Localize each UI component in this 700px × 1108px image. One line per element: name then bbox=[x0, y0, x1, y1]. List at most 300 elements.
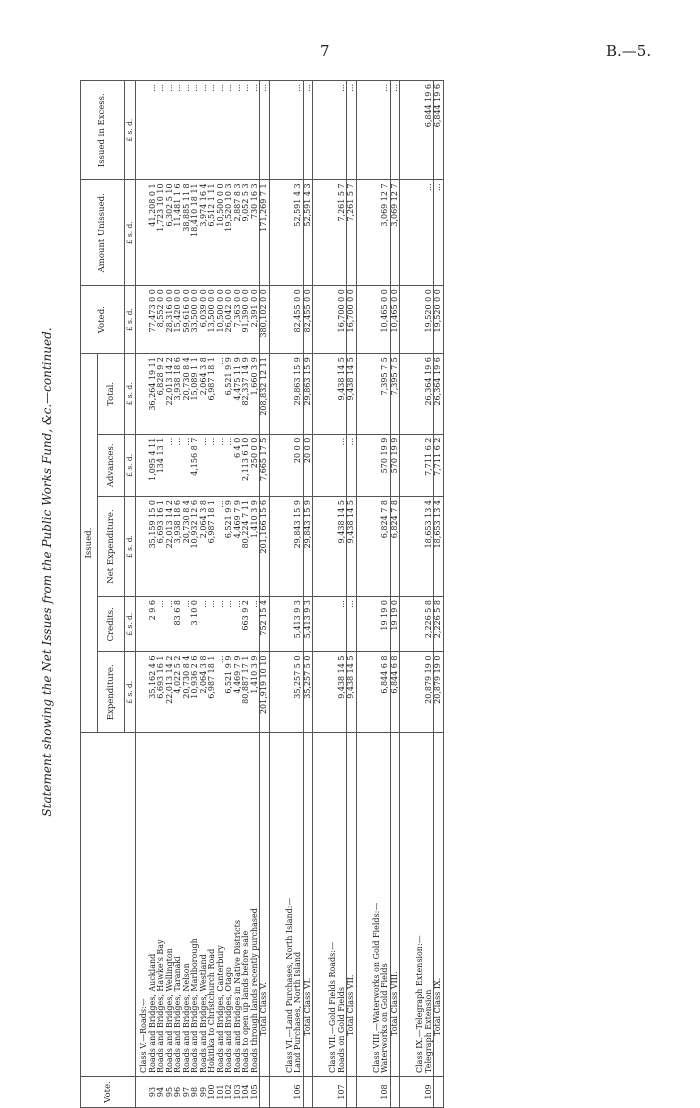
amount-total: 9,438 14 5 bbox=[338, 354, 347, 435]
amount-unissued: 11,481 1 6 bbox=[174, 180, 183, 286]
empty-cell bbox=[325, 180, 338, 286]
amount-unissued: 6,512 1 11 bbox=[208, 180, 217, 286]
total-cred: 5,413 9 3 bbox=[303, 597, 313, 652]
separator-cell bbox=[313, 733, 326, 1077]
row-description: Roads through lands recently purchased bbox=[251, 733, 260, 1077]
amount-cred: 3 10 0 bbox=[191, 597, 200, 652]
empty-cell bbox=[325, 597, 338, 652]
unit-label: £ s. d. bbox=[125, 354, 136, 435]
amount-unissued: 3,069 12 7 bbox=[381, 180, 390, 286]
amount-voted: 91,390 0 0 bbox=[242, 286, 251, 354]
amount-exp: 1,410 3 9 bbox=[251, 652, 260, 733]
vote-cell bbox=[390, 1077, 400, 1108]
separator-cell bbox=[400, 180, 413, 286]
empty-cell bbox=[412, 597, 425, 652]
separator-cell bbox=[356, 597, 369, 652]
amount-cred: ... bbox=[200, 597, 209, 652]
amount-adv: 570 19 9 bbox=[381, 434, 390, 496]
total-label: Total Class VIII. bbox=[390, 733, 400, 1077]
separator-cell bbox=[400, 597, 413, 652]
amount-net: 35,159 15 0 bbox=[149, 497, 158, 597]
amount-exp: 6,844 6 8 bbox=[381, 652, 390, 733]
total-excess: ... bbox=[347, 81, 357, 180]
amount-exp: 4,022 5 2 bbox=[174, 652, 183, 733]
amount-net: 29,843 15 9 bbox=[294, 497, 303, 597]
separator-cell bbox=[356, 497, 369, 597]
separator-cell bbox=[269, 497, 282, 597]
row-description: Telegraph Extension bbox=[425, 733, 434, 1077]
total-excess: ... bbox=[390, 81, 400, 180]
total-exp: 9,438 14 5 bbox=[347, 652, 357, 733]
amount-adv: 2,113 6 10 bbox=[242, 434, 251, 496]
amount-voted: 2,391 0 0 bbox=[251, 286, 260, 354]
row-description: Roads and Bridges, Otago bbox=[225, 733, 234, 1077]
vote-number: 96 bbox=[174, 1077, 183, 1108]
table-row bbox=[381, 81, 390, 1108]
vote-number: 104 bbox=[242, 1077, 251, 1108]
empty-cell bbox=[412, 434, 425, 496]
section-separator bbox=[356, 81, 369, 1108]
vote-cell bbox=[260, 1077, 270, 1108]
amount-voted: 16,700 0 0 bbox=[338, 286, 347, 354]
total-total: 29,863 15 9 bbox=[303, 354, 313, 435]
col-net-expenditure: Net Expenditure. bbox=[98, 497, 125, 597]
vote-cell bbox=[325, 1077, 338, 1108]
unit-label: £ s. d. bbox=[125, 652, 136, 733]
amount-adv: ... bbox=[200, 434, 209, 496]
class-viii-heading: Class VIII.—Waterworks on Gold Fields:— bbox=[369, 733, 382, 1077]
amount-excess: ... bbox=[157, 81, 166, 180]
separator-cell bbox=[269, 597, 282, 652]
amount-exp: 6,987 18 1 bbox=[208, 652, 217, 733]
separator-cell bbox=[313, 180, 326, 286]
row-description: Roads and Bridges, Nelson bbox=[183, 733, 192, 1077]
amount-net: 9,438 14 5 bbox=[338, 497, 347, 597]
amount-exp: 9,438 14 5 bbox=[338, 652, 347, 733]
amount-voted: 10,500 0 0 bbox=[217, 286, 226, 354]
amount-exp: 20,730 8 4 bbox=[183, 652, 192, 733]
unit-label: £ s. d. bbox=[125, 597, 136, 652]
amount-adv: 6 4 0 bbox=[234, 434, 243, 496]
amount-net: ... bbox=[217, 497, 226, 597]
amount-unissued: 3,974 16 4 bbox=[200, 180, 209, 286]
separator-cell bbox=[356, 1077, 369, 1108]
amount-adv: ... bbox=[217, 434, 226, 496]
total-excess: 6,844 19 6 bbox=[434, 81, 444, 180]
amount-net: 6,987 18 1 bbox=[208, 497, 217, 597]
row-description: Roads on Gold Fields bbox=[338, 733, 347, 1077]
amount-net: 3,938 18 6 bbox=[174, 497, 183, 597]
amount-total: 6,987 18 1 bbox=[208, 354, 217, 435]
empty-cell bbox=[136, 434, 149, 496]
col-description bbox=[81, 733, 136, 1077]
amount-total: 82,337 14 9 bbox=[242, 354, 251, 435]
page-number: 7 bbox=[320, 42, 330, 60]
amount-voted: 28,316 0 0 bbox=[166, 286, 175, 354]
table-row bbox=[217, 81, 226, 1108]
separator-cell bbox=[269, 652, 282, 733]
amount-total: 6,828 9 2 bbox=[157, 354, 166, 435]
vote-number: 99 bbox=[200, 1077, 209, 1108]
separator-cell bbox=[313, 652, 326, 733]
empty-cell bbox=[412, 652, 425, 733]
document-reference: B.—5. bbox=[606, 42, 652, 60]
separator-cell bbox=[313, 434, 326, 496]
total-row bbox=[390, 81, 400, 1108]
separator-cell bbox=[356, 286, 369, 354]
amount-adv: ... bbox=[183, 434, 192, 496]
total-cred: 19 19 0 bbox=[390, 597, 400, 652]
amount-exp: 35,257 5 0 bbox=[294, 652, 303, 733]
amount-total: 6,521 9 9 bbox=[225, 354, 234, 435]
unit-label: £ s. d. bbox=[125, 497, 136, 597]
amount-net: 10,932 12 6 bbox=[191, 497, 200, 597]
amount-excess: ... bbox=[191, 81, 200, 180]
row-description: Roads and Bridges, Auckland bbox=[149, 733, 158, 1077]
row-description: Roads to open up lands before sale bbox=[242, 733, 251, 1077]
separator-cell bbox=[400, 1077, 413, 1108]
class-vii-heading: Class VII.—Gold Fields Roads:— bbox=[325, 733, 338, 1077]
class-heading-row bbox=[412, 81, 425, 1108]
total-excess: ... bbox=[260, 81, 270, 180]
amount-cred: 5,413 9 3 bbox=[294, 597, 303, 652]
amount-cred: ... bbox=[338, 597, 347, 652]
separator-cell bbox=[356, 733, 369, 1077]
amount-unissued: 19,520 10 3 bbox=[225, 180, 234, 286]
separator-cell bbox=[269, 354, 282, 435]
empty-cell bbox=[412, 286, 425, 354]
separator-cell bbox=[313, 1077, 326, 1108]
total-cred: 752 15 4 bbox=[260, 597, 270, 652]
total-label: Total Class VI. bbox=[303, 733, 313, 1077]
separator-cell bbox=[313, 354, 326, 435]
amount-cred: ... bbox=[208, 597, 217, 652]
amount-cred: ... bbox=[251, 597, 260, 652]
amount-total: 36,264 19 11 bbox=[149, 354, 158, 435]
total-label: Total Class IX. bbox=[434, 733, 444, 1077]
separator-cell bbox=[356, 434, 369, 496]
total-exp: 35,257 5 0 bbox=[303, 652, 313, 733]
amount-adv: ... bbox=[166, 434, 175, 496]
amount-excess: ... bbox=[217, 81, 226, 180]
statement-title: Statement showing the Net Issues from the Public Works Fund, &c.—continued. bbox=[40, 327, 54, 817]
total-label: Total Class VII. bbox=[347, 733, 357, 1077]
empty-cell bbox=[136, 597, 149, 652]
total-net: 18,653 13 4 bbox=[434, 497, 444, 597]
amount-unissued: 10,500 0 0 bbox=[217, 180, 226, 286]
amount-excess: ... bbox=[242, 81, 251, 180]
vote-cell bbox=[412, 1077, 425, 1108]
amount-unissued: ... bbox=[425, 180, 434, 286]
separator-cell bbox=[313, 597, 326, 652]
separator-cell bbox=[400, 497, 413, 597]
total-exp: 20,879 19 0 bbox=[434, 652, 444, 733]
vote-number: 95 bbox=[166, 1077, 175, 1108]
amount-net: 80,224 7 11 bbox=[242, 497, 251, 597]
total-row bbox=[347, 81, 357, 1108]
vote-number: 109 bbox=[425, 1077, 434, 1108]
amount-excess: ... bbox=[234, 81, 243, 180]
amount-excess: ... bbox=[294, 81, 303, 180]
amount-net: 4,469 7 9 bbox=[234, 497, 243, 597]
table-row bbox=[338, 81, 347, 1108]
empty-cell bbox=[136, 497, 149, 597]
vote-number: 94 bbox=[157, 1077, 166, 1108]
amount-cred: 2 9 6 bbox=[149, 597, 158, 652]
total-adv: ... bbox=[347, 434, 357, 496]
empty-cell bbox=[136, 81, 149, 180]
table-row bbox=[166, 81, 175, 1108]
amount-net: 6,693 16 1 bbox=[157, 497, 166, 597]
amount-cred: ... bbox=[234, 597, 243, 652]
total-adv: 7,665 17 5 bbox=[260, 434, 270, 496]
total-exp: 201,919 10 10 bbox=[260, 652, 270, 733]
empty-cell bbox=[136, 180, 149, 286]
amount-exp: 6,693 16 1 bbox=[157, 652, 166, 733]
total-adv: 7,711 6 2 bbox=[434, 434, 444, 496]
row-description: Roads and Bridges, Westland bbox=[200, 733, 209, 1077]
amount-total: 7,395 7 5 bbox=[381, 354, 390, 435]
row-description: Waterworks on Gold Fields bbox=[381, 733, 390, 1077]
amount-total: 3,938 18 6 bbox=[174, 354, 183, 435]
vote-number: 101 bbox=[217, 1077, 226, 1108]
amount-excess: ... bbox=[208, 81, 217, 180]
total-net: 9,438 14 5 bbox=[347, 497, 357, 597]
separator-cell bbox=[400, 354, 413, 435]
total-unissued: 171,269 7 1 bbox=[260, 180, 270, 286]
vote-number: 102 bbox=[225, 1077, 234, 1108]
amount-total: 20,730 8 4 bbox=[183, 354, 192, 435]
separator-cell bbox=[356, 180, 369, 286]
class-ix-heading: Class IX.—Telegraph Extension:— bbox=[412, 733, 425, 1077]
amount-unissued: 730 16 3 bbox=[251, 180, 260, 286]
total-total: 26,364 19 6 bbox=[434, 354, 444, 435]
empty-cell bbox=[325, 81, 338, 180]
amount-excess: ... bbox=[381, 81, 390, 180]
issues-table-frame bbox=[80, 80, 640, 1108]
amount-cred: 83 6 8 bbox=[174, 597, 183, 652]
empty-cell bbox=[136, 652, 149, 733]
amount-cred: ... bbox=[225, 597, 234, 652]
row-description: Roads and Bridges, Hawke's Bay bbox=[157, 733, 166, 1077]
row-description: Roads and Bridges in Native Districts bbox=[234, 733, 243, 1077]
amount-exp: ... bbox=[217, 652, 226, 733]
amount-unissued: 6,302 5 10 bbox=[166, 180, 175, 286]
amount-unissued: 2,887 8 3 bbox=[234, 180, 243, 286]
amount-voted: 59,616 0 0 bbox=[183, 286, 192, 354]
empty-cell bbox=[136, 286, 149, 354]
unit-label: £ s. d. bbox=[125, 81, 136, 180]
class-vi-heading: Class VI.—Land Purchases, North Island:— bbox=[282, 733, 295, 1077]
amount-adv: 7,711 6 2 bbox=[425, 434, 434, 496]
amount-exp: 4,469 7 9 bbox=[234, 652, 243, 733]
total-adv: 20 0 0 bbox=[303, 434, 313, 496]
amount-adv: 4,156 8 7 bbox=[191, 434, 200, 496]
amount-adv: ... bbox=[208, 434, 217, 496]
total-voted: 19,520 0 0 bbox=[434, 286, 444, 354]
total-net: 201,166 15 6 bbox=[260, 497, 270, 597]
amount-exp: 10,936 2 6 bbox=[191, 652, 200, 733]
empty-cell bbox=[412, 81, 425, 180]
total-voted: 82,455 0 0 bbox=[303, 286, 313, 354]
total-row bbox=[303, 81, 313, 1108]
col-issued-in-excess: Issued in Excess. bbox=[81, 81, 125, 180]
vote-number: 107 bbox=[338, 1077, 347, 1108]
amount-voted: 26,042 0 0 bbox=[225, 286, 234, 354]
amount-cred: ... bbox=[157, 597, 166, 652]
amount-exp: 22,013 14 2 bbox=[166, 652, 175, 733]
vote-cell bbox=[347, 1077, 357, 1108]
section-separator bbox=[269, 81, 282, 1108]
unit-label: £ s. d. bbox=[125, 286, 136, 354]
separator-cell bbox=[313, 286, 326, 354]
section-separator bbox=[313, 81, 326, 1108]
separator-cell bbox=[269, 434, 282, 496]
vote-number: 105 bbox=[251, 1077, 260, 1108]
amount-cred: ... bbox=[183, 597, 192, 652]
amount-exp: 20,879 19 0 bbox=[425, 652, 434, 733]
class-heading-row bbox=[369, 81, 382, 1108]
issues-table bbox=[80, 80, 444, 1108]
total-cred: ... bbox=[347, 597, 357, 652]
amount-cred: ... bbox=[166, 597, 175, 652]
separator-cell bbox=[269, 1077, 282, 1108]
class-v-heading: Class V.—Roads:— bbox=[136, 733, 149, 1077]
amount-net: 18,653 13 4 bbox=[425, 497, 434, 597]
separator-cell bbox=[269, 180, 282, 286]
total-adv: 570 19 9 bbox=[390, 434, 400, 496]
amount-unissued: 9,052 5 3 bbox=[242, 180, 251, 286]
section-separator bbox=[400, 81, 413, 1108]
empty-cell bbox=[412, 497, 425, 597]
empty-cell bbox=[325, 286, 338, 354]
amount-total: 15,089 1 1 bbox=[191, 354, 200, 435]
amount-net: 6,824 7 8 bbox=[381, 497, 390, 597]
row-description: Land Purchases, North Island bbox=[294, 733, 303, 1077]
total-excess: ... bbox=[303, 81, 313, 180]
row-description: Roads and Bridges, Marlborough bbox=[191, 733, 200, 1077]
col-voted: Voted. bbox=[81, 286, 125, 354]
vote-number: 100 bbox=[208, 1077, 217, 1108]
amount-total: 1,660 3 9 bbox=[251, 354, 260, 435]
amount-unissued: 52,591 4 3 bbox=[294, 180, 303, 286]
amount-total: 29,863 15 9 bbox=[294, 354, 303, 435]
class-heading-row bbox=[136, 81, 149, 1108]
total-net: 29,843 15 9 bbox=[303, 497, 313, 597]
row-description: Roads and Bridges, Wellington bbox=[166, 733, 175, 1077]
table-body bbox=[136, 81, 444, 1108]
col-expenditure: Expenditure. bbox=[98, 652, 125, 733]
amount-cred: 19 19 0 bbox=[381, 597, 390, 652]
vote-number: 108 bbox=[381, 1077, 390, 1108]
amount-adv: 134 13 1 bbox=[157, 434, 166, 496]
vote-number: 106 bbox=[294, 1077, 303, 1108]
amount-total: 2,064 3 8 bbox=[200, 354, 209, 435]
amount-excess: ... bbox=[149, 81, 158, 180]
amount-voted: 13,500 0 0 bbox=[208, 286, 217, 354]
amount-voted: 77,473 0 0 bbox=[149, 286, 158, 354]
total-label: Total Class V. bbox=[260, 733, 270, 1077]
unit-label: £ s. d. bbox=[125, 180, 136, 286]
empty-cell bbox=[369, 81, 382, 180]
amount-adv: 250 0 0 bbox=[251, 434, 260, 496]
total-voted: 16,700 0 0 bbox=[347, 286, 357, 354]
empty-cell bbox=[325, 652, 338, 733]
empty-cell bbox=[136, 354, 149, 435]
amount-voted: 82,455 0 0 bbox=[294, 286, 303, 354]
total-unissued: ... bbox=[434, 180, 444, 286]
amount-adv: 20 0 0 bbox=[294, 434, 303, 496]
amount-voted: 33,500 0 0 bbox=[191, 286, 200, 354]
amount-voted: 8,552 0 0 bbox=[157, 286, 166, 354]
separator-cell bbox=[269, 81, 282, 180]
unit-label: £ s. d. bbox=[125, 434, 136, 496]
amount-net: 20,730 8 4 bbox=[183, 497, 192, 597]
separator-cell bbox=[313, 497, 326, 597]
amount-exp: 2,064 3 8 bbox=[200, 652, 209, 733]
amount-cred: ... bbox=[217, 597, 226, 652]
amount-unissued: 1,723 10 10 bbox=[157, 180, 166, 286]
total-total: 9,438 14 5 bbox=[347, 354, 357, 435]
total-voted: 10,465 0 0 bbox=[390, 286, 400, 354]
total-row bbox=[260, 81, 270, 1108]
amount-unissued: 18,410 18 11 bbox=[191, 180, 200, 286]
amount-excess: ... bbox=[338, 81, 347, 180]
amount-total: 26,364 19 6 bbox=[425, 354, 434, 435]
amount-exp: 6,521 9 9 bbox=[225, 652, 234, 733]
total-unissued: 7,261 5 7 bbox=[347, 180, 357, 286]
amount-total: 4,475 11 9 bbox=[234, 354, 243, 435]
vote-cell bbox=[136, 1077, 149, 1108]
amount-excess: ... bbox=[174, 81, 183, 180]
amount-cred: 2,226 5 8 bbox=[425, 597, 434, 652]
separator-cell bbox=[356, 354, 369, 435]
amount-excess: 6,844 19 6 bbox=[425, 81, 434, 180]
empty-cell bbox=[412, 354, 425, 435]
total-cred: 2,226 5 8 bbox=[434, 597, 444, 652]
separator-cell bbox=[400, 286, 413, 354]
amount-net: 6,521 9 9 bbox=[225, 497, 234, 597]
amount-excess: ... bbox=[183, 81, 192, 180]
total-net: 6,824 7 8 bbox=[390, 497, 400, 597]
amount-net: 1,410 3 9 bbox=[251, 497, 260, 597]
col-credits: Credits. bbox=[98, 597, 125, 652]
row-description: Roads and Bridges, Canterbury bbox=[217, 733, 226, 1077]
empty-cell bbox=[282, 81, 295, 180]
amount-voted: 15,420 0 0 bbox=[174, 286, 183, 354]
amount-excess: ... bbox=[200, 81, 209, 180]
empty-cell bbox=[325, 497, 338, 597]
amount-unissued: 38,885 11 8 bbox=[183, 180, 192, 286]
separator-cell bbox=[400, 434, 413, 496]
row-description: Roads and Bridges, Taranaki bbox=[174, 733, 183, 1077]
amount-adv: ... bbox=[174, 434, 183, 496]
table-row bbox=[425, 81, 434, 1108]
col-advances: Advances. bbox=[98, 434, 125, 496]
table-row bbox=[294, 81, 303, 1108]
vote-number: 97 bbox=[183, 1077, 192, 1108]
amount-unissued: 41,208 0 1 bbox=[149, 180, 158, 286]
col-issued: Issued. bbox=[81, 354, 98, 733]
amount-voted: 10,465 0 0 bbox=[381, 286, 390, 354]
amount-net: 2,064 3 8 bbox=[200, 497, 209, 597]
separator-cell bbox=[269, 286, 282, 354]
amount-exp: 80,887 17 1 bbox=[242, 652, 251, 733]
amount-net: 22,013 14 2 bbox=[166, 497, 175, 597]
vote-cell bbox=[303, 1077, 313, 1108]
row-description: Hokitika to Christchurch Road bbox=[208, 733, 217, 1077]
vote-cell bbox=[434, 1077, 444, 1108]
